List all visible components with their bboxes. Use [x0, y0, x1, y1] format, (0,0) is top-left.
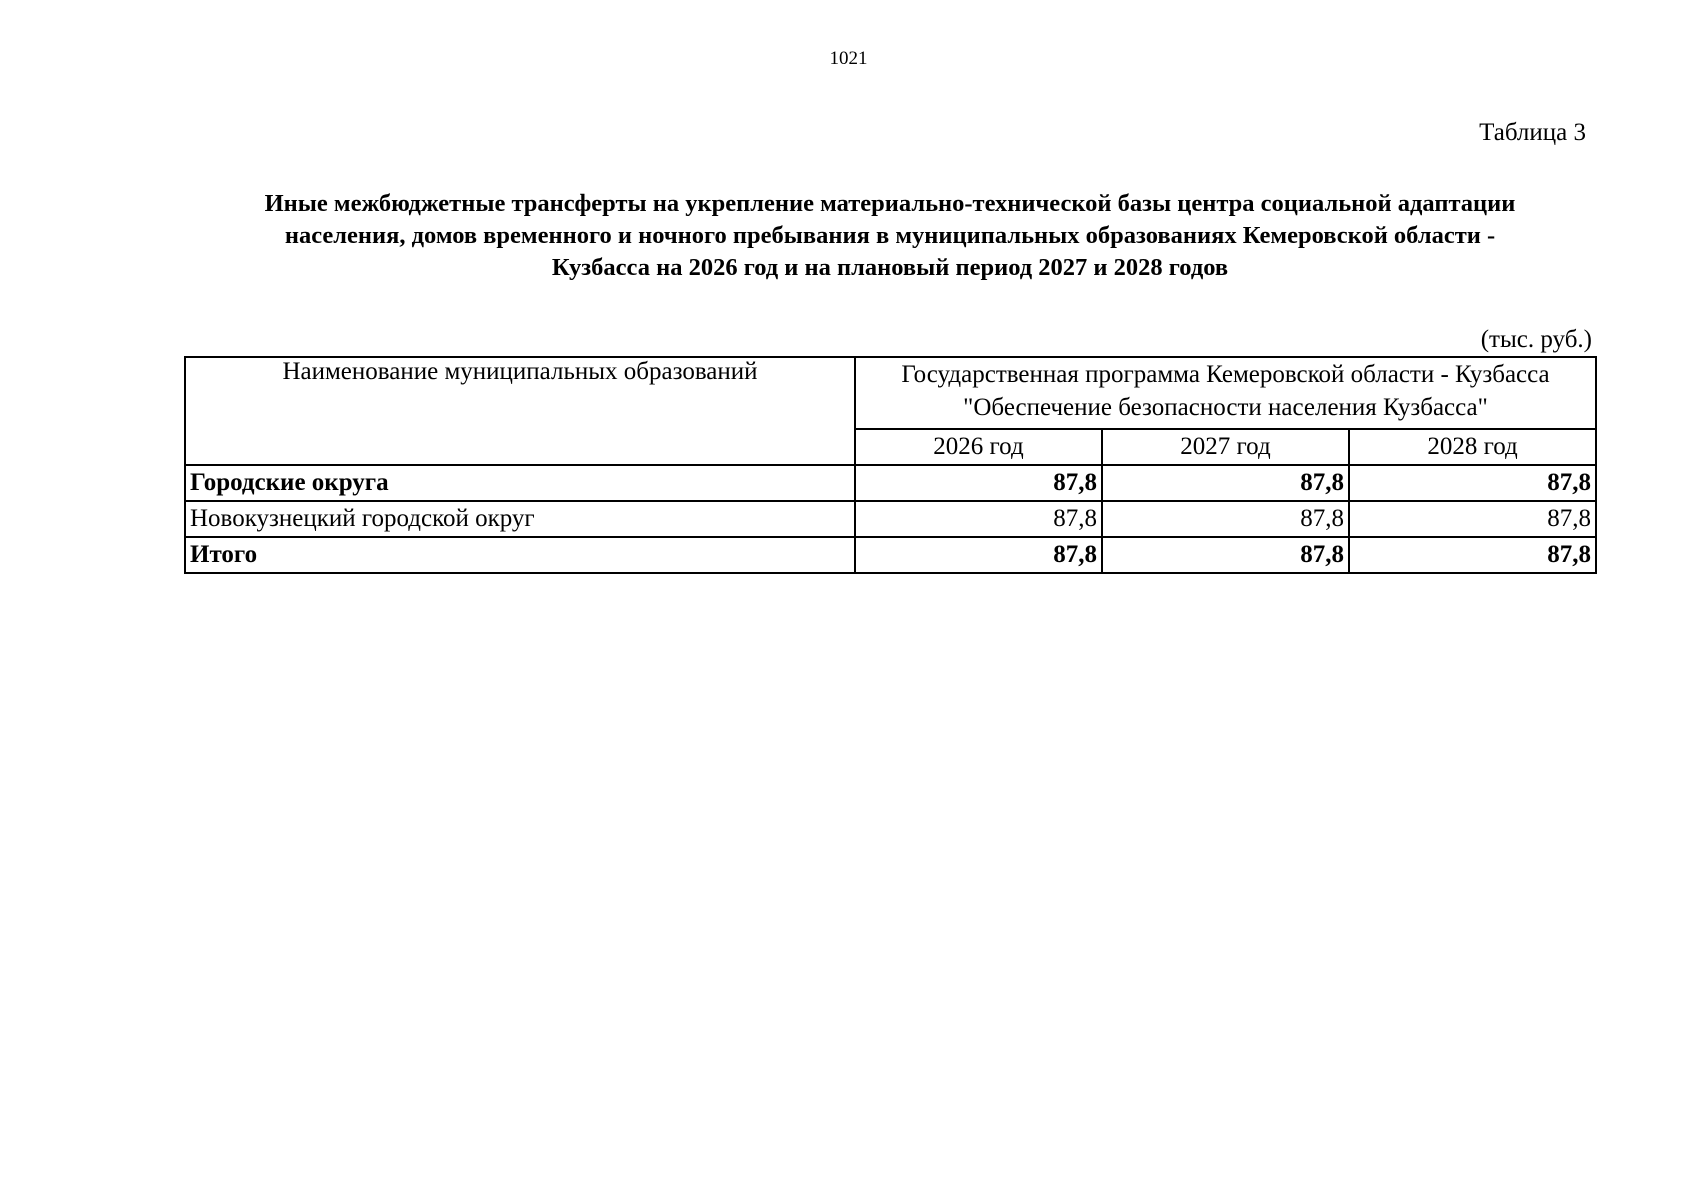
row-name: Итого [185, 537, 855, 573]
title-line-3: Кузбасса на 2026 год и на плановый период 2027 и 2028 годов [551, 254, 1229, 281]
header-row [185, 357, 1596, 429]
table-row-novokuznetsk [185, 501, 1596, 537]
title-line-2: населения, домов временного и ночного пребывания в муниципальных образованиях Кемеровской области - [284, 222, 1496, 249]
header-year-2027: 2027 год [1102, 429, 1349, 465]
document-title [180, 188, 1600, 284]
row-value-2026: 87,8 [855, 501, 1102, 537]
table-label: Таблица 3 [1479, 119, 1586, 146]
title-line-1: Иные межбюджетные трансферты на укрепление материально-технической базы центра социальной адаптации [264, 190, 1516, 217]
row-value-2027: 87,8 [1102, 537, 1349, 573]
table-row-total [185, 537, 1596, 573]
row-name: Городские округа [185, 465, 855, 501]
header-year-2028: 2028 год [1349, 429, 1596, 465]
transfers-table [184, 356, 1597, 574]
units-label: (тыс. руб.) [1480, 326, 1592, 353]
row-value-2028: 87,8 [1349, 465, 1596, 501]
header-program-line-1: Государственная программа Кемеровской области - Кузбасса [901, 361, 1550, 388]
row-value-2026: 87,8 [855, 465, 1102, 501]
row-value-2027: 87,8 [1102, 501, 1349, 537]
header-name-column: Наименование муниципальных образований [185, 357, 855, 465]
row-value-2027: 87,8 [1102, 465, 1349, 501]
row-value-2028: 87,8 [1349, 537, 1596, 573]
row-value-2028: 87,8 [1349, 501, 1596, 537]
header-program-line-2: "Обеспечение безопасности населения Кузбасса" [963, 394, 1488, 421]
header-year-2026: 2026 год [855, 429, 1102, 465]
header-program [855, 357, 1596, 429]
row-value-2026: 87,8 [855, 537, 1102, 573]
page-number: 1021 [829, 48, 868, 69]
table-row-urban-districts [185, 465, 1596, 501]
row-name: Новокузнецкий городской округ [185, 501, 855, 537]
